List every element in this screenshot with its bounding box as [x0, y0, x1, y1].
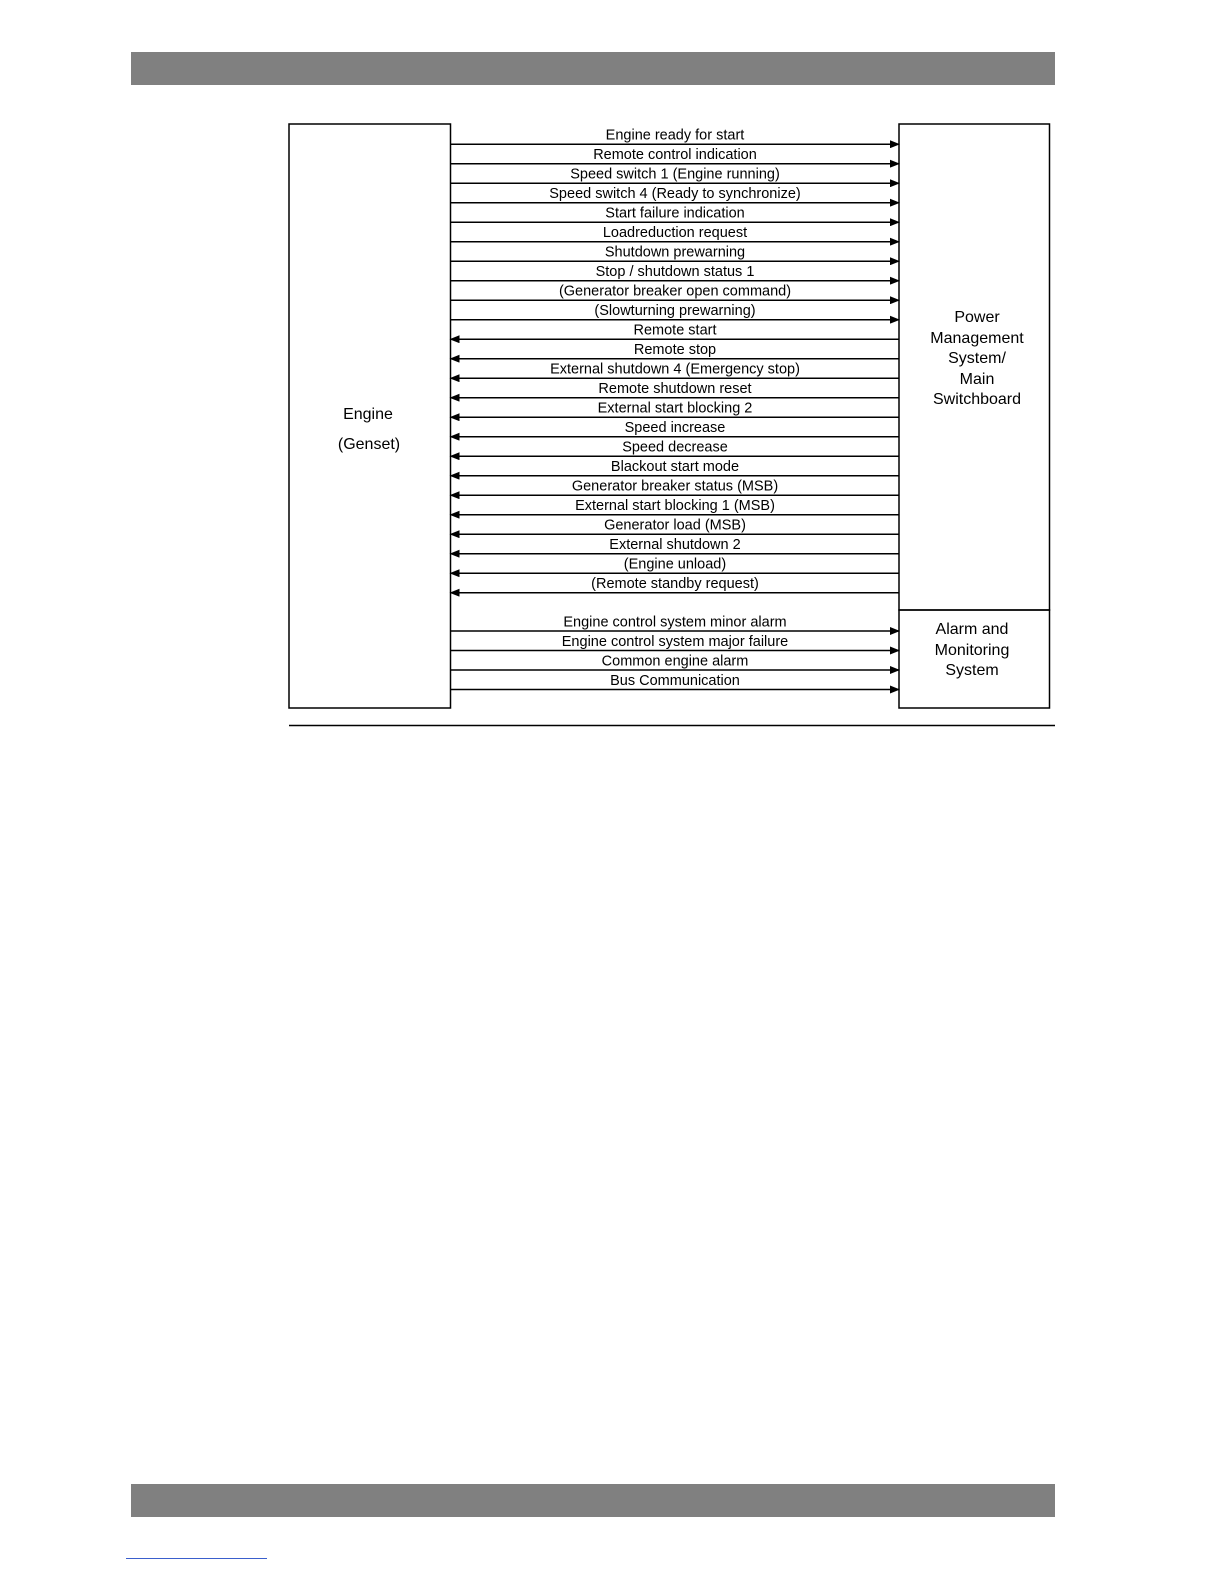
pms-label-line: Power [954, 309, 1000, 326]
signal-label: Common engine alarm [601, 653, 749, 670]
signal-label: Stop / shutdown status 1 [595, 264, 755, 281]
pms-label-line: Switchboard [932, 391, 1022, 408]
pms-block [899, 124, 1050, 610]
signal-label: External start blocking 1 (MSB) [575, 498, 775, 515]
engine-label-line: Engine [343, 406, 393, 423]
signal-label: Speed switch 4 (Ready to synchronize) [549, 186, 801, 203]
signal-label: Engine control system minor alarm [563, 614, 787, 631]
signal-label: Remote start [633, 322, 717, 339]
signal-label: (Slowturning prewarning) [594, 303, 756, 320]
pms-label-line: System/ [948, 350, 1006, 367]
signal-label: (Remote standby request) [591, 576, 759, 593]
ams-signal-group [451, 615, 900, 690]
signal-label: Start failure indication [605, 205, 745, 222]
signal-label: Speed increase [624, 420, 726, 437]
signal-label: Speed decrease [622, 439, 728, 456]
signal-label: Bus Communication [610, 673, 740, 689]
pms-block-label [930, 309, 1024, 408]
engine-label-line: (Genset) [337, 436, 401, 453]
signal-label: Remote stop [633, 342, 717, 359]
footer-link-underline [126, 1558, 267, 1559]
signal-label: Generator breaker status (MSB) [571, 478, 779, 495]
footer-band [131, 1484, 1055, 1517]
signal-label: Engine control system major failure [561, 634, 789, 650]
signal-label: Shutdown prewarning [604, 244, 746, 261]
ams-label-line: System [945, 662, 999, 679]
signal-label: Blackout start mode [610, 459, 740, 476]
ams-label-line: Alarm and [935, 621, 1009, 638]
signal-label: Loadreduction request [602, 225, 748, 242]
signal-label: Engine ready for start [605, 127, 745, 144]
signal-label: Speed switch 1 (Engine running) [570, 166, 780, 183]
signal-label: (Generator breaker open command) [558, 283, 792, 300]
ams-label-line: Monitoring [934, 642, 1010, 659]
signal-label: External shutdown 4 (Emergency stop) [550, 361, 800, 378]
ams-block-label [935, 621, 1010, 679]
signal-label: External start blocking 2 [597, 400, 753, 417]
pms-label-line: Main [959, 371, 995, 388]
pms-label-line: Management [930, 330, 1024, 347]
signal-label: External shutdown 2 [609, 537, 741, 554]
engine-block-label [338, 406, 400, 453]
signal-label: (Engine unload) [623, 556, 727, 573]
signal-label: Remote control indication [593, 147, 757, 164]
signal-label: Remote shutdown reset [598, 381, 752, 398]
signal-label: Generator load (MSB) [604, 517, 746, 534]
pms-signal-group [451, 128, 900, 593]
